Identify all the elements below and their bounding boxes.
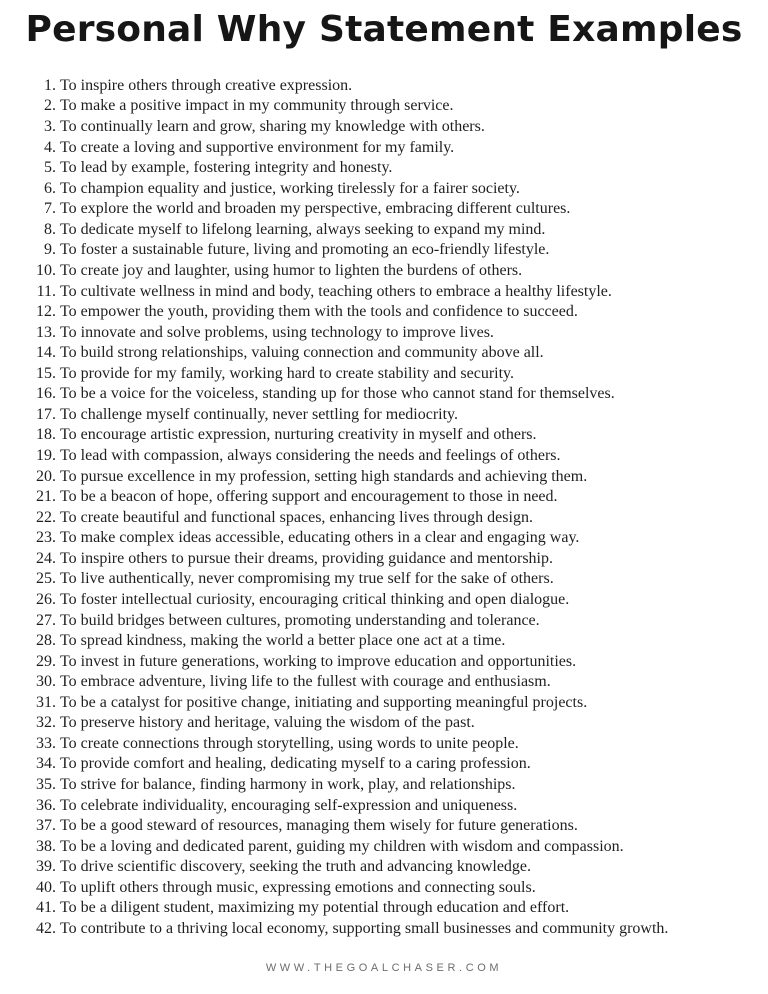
list-item [0,898,768,919]
list-item [0,754,768,775]
list-item-text: To foster a sustainable future, living and promoting an eco-friendly lifestyle. [60,241,550,259]
list-item-text: To spread kindness, making the world a better place one act at a time. [60,632,506,650]
list-item-text: To live authentically, never compromising my true self for the sake of others. [60,570,554,588]
list-item-text: To inspire others to pursue their dreams, providing guidance and mentorship. [60,549,553,567]
list-item [0,323,768,344]
list-item [0,837,768,858]
list-item-text: To lead by example, fostering integrity and honesty. [60,159,393,177]
list-item [0,734,768,755]
list-item [0,487,768,508]
list-item-text: To be a beacon of hope, offering support and encouragement to those in need. [60,488,558,506]
list-item [0,919,768,940]
list-item-number: 22. [36,508,56,526]
list-item [0,384,768,405]
list-item [0,816,768,837]
list-item-number: 35. [36,776,56,794]
list-item [0,425,768,446]
list-item-number: 2. [44,97,56,115]
list-item-text: To dedicate myself to lifelong learning, always seeking to expand my mind. [60,220,546,238]
list-item [0,549,768,570]
list-item-text: To drive scientific discovery, seeking the truth and advancing knowledge. [60,858,532,876]
list-item-text: To foster intellectual curiosity, encouraging critical thinking and open dialogue. [60,590,570,608]
list-item-number: 39. [36,858,56,876]
list-item [0,796,768,817]
list-item-number: 24. [36,549,56,567]
list-item-text: To be a loving and dedicated parent, guiding my children with wisdom and compassion. [60,837,624,855]
list-item [0,76,768,97]
list-item-text: To make a positive impact in my community through service. [60,97,454,115]
list-item [0,652,768,673]
list-item-text: To be a catalyst for positive change, initiating and supporting meaningful projects. [60,693,588,711]
list-item-number: 6. [44,179,56,197]
list-item [0,569,768,590]
list-item-number: 1. [44,76,56,94]
list-item [0,672,768,693]
list-item-text: To build bridges between cultures, promoting understanding and tolerance. [60,611,540,629]
page-title: Personal Why Statement Examples [25,9,743,50]
list-item-text: To be a good steward of resources, managing them wisely for future generations. [60,817,578,835]
list-item-number: 26. [36,590,56,608]
list-item [0,220,768,241]
list-item-number: 38. [36,837,56,855]
list-item-text: To inspire others through creative expression. [60,76,353,94]
list-item-text: To contribute to a thriving local economy, supporting small businesses and community growth. [60,919,669,937]
list-item-text: To innovate and solve problems, using technology to improve lives. [60,323,494,341]
list-item-text: To invest in future generations, working to improve education and opportunities. [60,652,577,670]
list-item [0,857,768,878]
list-item-text: To encourage artistic expression, nurturing creativity in myself and others. [60,426,537,444]
list-item-number: 18. [36,426,56,444]
list-item-text: To create connections through storytelling, using words to unite people. [60,734,519,752]
list-item-text: To strive for balance, finding harmony in work, play, and relationships. [60,776,516,794]
list-item-text: To be a diligent student, maximizing my potential through education and effort. [60,899,570,917]
list-item [0,199,768,220]
list-item-number: 16. [36,385,56,403]
list-item [0,179,768,200]
list-item [0,261,768,282]
list-item-text: To explore the world and broaden my perspective, embracing different cultures. [60,200,571,218]
list-item-number: 15. [36,364,56,382]
list-item [0,158,768,179]
list-item-number: 36. [36,796,56,814]
list-item-text: To build strong relationships, valuing connection and community above all. [60,344,544,362]
list-item-number: 32. [36,714,56,732]
list-item-text: To champion equality and justice, working tirelessly for a fairer society. [60,179,520,197]
list-item-number: 3. [44,118,56,136]
list-item [0,631,768,652]
list-item-number: 23. [36,529,56,547]
list-item [0,590,768,611]
list-item [0,611,768,632]
list-item-number: 8. [44,220,56,238]
list-item [0,240,768,261]
list-item [0,96,768,117]
list-item-number: 10. [36,261,56,279]
list-item-number: 41. [36,899,56,917]
list-item [0,117,768,138]
list-item-number: 19. [36,447,56,465]
list-item-number: 12. [36,303,56,321]
list-item [0,343,768,364]
list-item-number: 14. [36,344,56,362]
list-item-number: 31. [36,693,56,711]
list-item-number: 11. [36,282,56,300]
list-item-text: To provide for my family, working hard to create stability and security. [60,364,515,382]
list-item [0,364,768,385]
list-item-number: 20. [36,467,56,485]
why-statement-list [0,76,768,940]
list-item-number: 33. [36,734,56,752]
list-item-number: 4. [44,138,56,156]
list-item [0,528,768,549]
list-item-number: 29. [36,652,56,670]
list-item-text: To preserve history and heritage, valuing the wisdom of the past. [60,714,475,732]
list-item-text: To make complex ideas accessible, educating others in a clear and engaging way. [60,529,580,547]
list-item-number: 21. [36,488,56,506]
list-item-text: To empower the youth, providing them with the tools and confidence to succeed. [60,303,578,321]
list-item-text: To cultivate wellness in mind and body, teaching others to embrace a healthy lifestyle. [60,282,612,300]
list-item-text: To celebrate individuality, encouraging self-expression and uniqueness. [60,796,518,814]
list-item-text: To continually learn and grow, sharing my knowledge with others. [60,118,485,136]
list-item [0,878,768,899]
list-item [0,446,768,467]
list-item-number: 25. [36,570,56,588]
list-item [0,467,768,488]
list-item [0,693,768,714]
list-item-number: 37. [36,817,56,835]
list-item-number: 27. [36,611,56,629]
list-item-number: 17. [36,405,56,423]
list-item-text: To pursue excellence in my profession, setting high standards and achieving them. [60,467,588,485]
list-item-number: 42. [36,919,56,937]
list-item-number: 30. [36,673,56,691]
list-item-number: 5. [44,159,56,177]
list-item-text: To uplift others through music, expressing emotions and connecting souls. [60,878,536,896]
list-item-text: To embrace adventure, living life to the fullest with courage and enthusiasm. [60,673,551,691]
list-item [0,508,768,529]
list-item [0,405,768,426]
footer-url: WWW.THEGOALCHASER.COM [265,961,503,974]
list-item [0,138,768,159]
list-item-text: To be a voice for the voiceless, standing up for those who cannot stand for themselves. [60,385,615,403]
list-item-number: 7. [44,200,56,218]
list-item [0,775,768,796]
list-item-text: To lead with compassion, always considering the needs and feelings of others. [60,447,561,465]
list-item-number: 34. [36,755,56,773]
list-item [0,302,768,323]
list-item-number: 13. [36,323,56,341]
list-item [0,282,768,303]
list-item-number: 9. [44,241,56,259]
list-item-number: 40. [36,878,56,896]
list-item-text: To create beautiful and functional spaces, enhancing lives through design. [60,508,533,526]
list-item-text: To challenge myself continually, never settling for mediocrity. [60,405,459,423]
list-item-text: To provide comfort and healing, dedicating myself to a caring profession. [60,755,531,773]
list-item-number: 28. [36,632,56,650]
list-item [0,713,768,734]
list-item-text: To create joy and laughter, using humor to lighten the burdens of others. [60,261,523,279]
list-item-text: To create a loving and supportive environment for my family. [60,138,455,156]
